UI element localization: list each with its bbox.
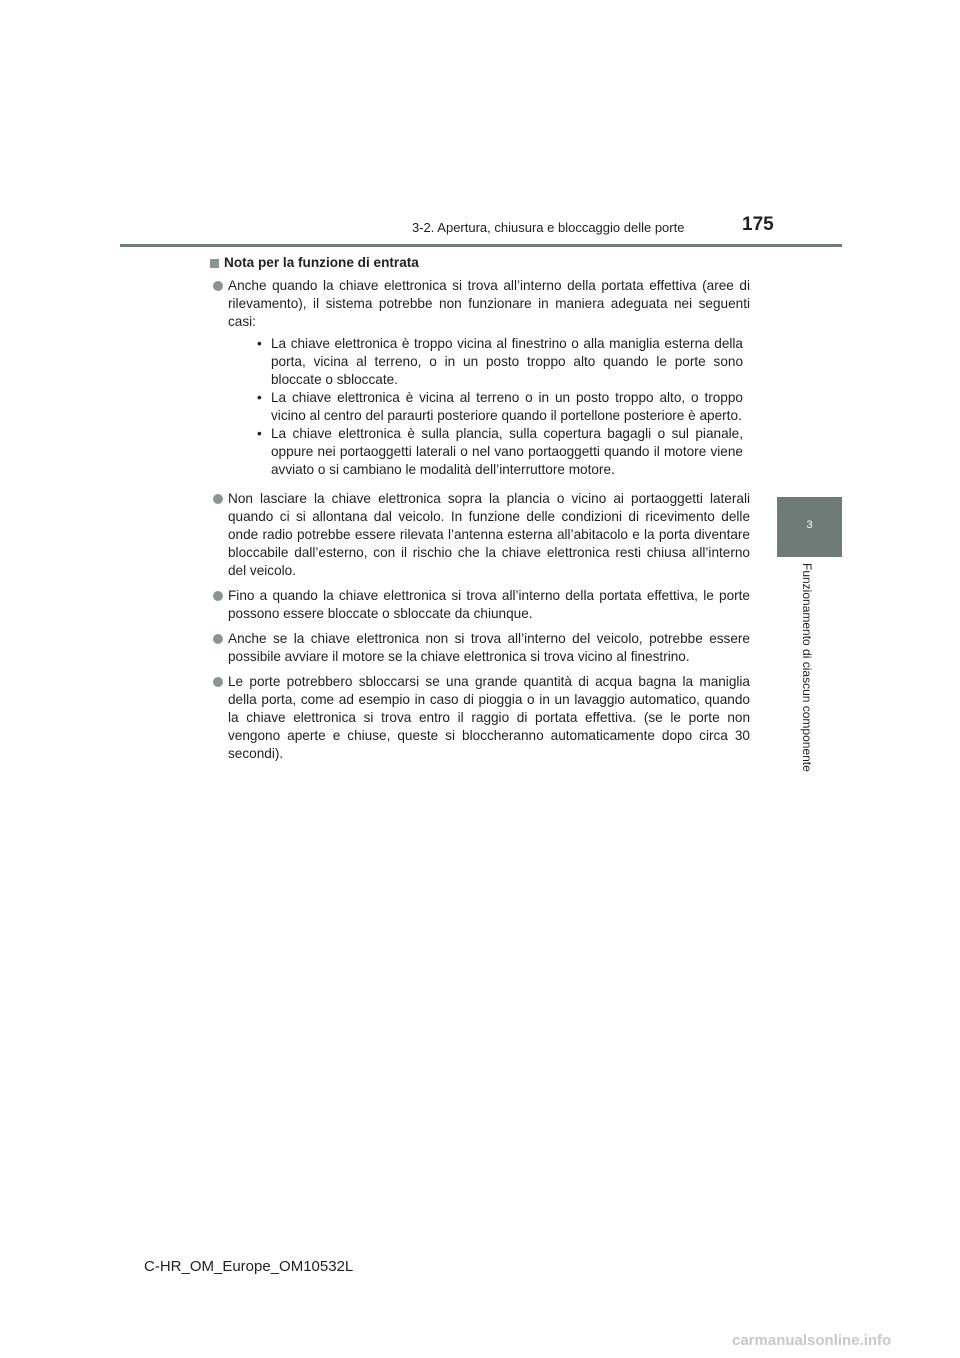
circle-bullet-icon (213, 634, 223, 644)
bullet-text: Anche quando la chiave elettronica si trova all’interno della portata effettiva (aree di rilevamento), il sistema potrebbe non funzionare in maniera adeguata nei seguenti casi: (228, 278, 750, 329)
document-code: C-HR_OM_Europe_OM10532L (144, 1258, 354, 1275)
circle-bullet-icon (213, 494, 223, 504)
circle-bullet-icon (213, 281, 223, 291)
circle-bullet-icon (213, 677, 223, 687)
section-title: 3-2. Apertura, chiusura e bloccaggio delle porte (412, 220, 685, 235)
section-heading (210, 254, 750, 272)
list-item (210, 490, 750, 580)
content-body (210, 254, 750, 770)
sub-item-text: La chiave elettronica è vicina al terreno o in un posto troppo alto, o troppo vicino al centro del paraurti posteriore quando il portellone posteriore è aperto. (271, 390, 743, 423)
bullet-text: Anche se la chiave elettronica non si trova all’interno del veicolo, potrebbe essere possibile avviare il motore se la chiave elettronica si trova vicino al finestrino. (228, 631, 750, 664)
square-bullet-icon (210, 259, 219, 268)
watermark-link[interactable]: carmanualsonline.info (732, 1332, 892, 1349)
circle-bullet-icon (213, 591, 223, 601)
heading-text: Nota per la funzione di entrata (224, 255, 419, 270)
list-item (210, 277, 750, 483)
sub-list-item: • La chiave elettronica è vicina al terreno o in un posto troppo alto, o troppo vicino al centro del paraurti posteriore quando il portellone posteriore è aperto. (257, 389, 750, 425)
sub-list (228, 335, 750, 479)
chapter-label-text: Funzionamento di ciascun componente (800, 563, 814, 772)
list-item (210, 630, 750, 666)
list-item (210, 673, 750, 763)
page-number: 175 (742, 214, 774, 235)
bullet-text: Fino a quando la chiave elettronica si trova all’interno della portata effettiva, le porte possono essere bloccate o sbloccate da chiunque. (228, 588, 750, 621)
bullet-text: Le porte potrebbero sbloccarsi se una grande quantità di acqua bagna la maniglia della porta, come ad esempio in caso di pioggia o in un lavaggio automatico, quando la chiave elettronica si trova entro il raggio di portata effettiva. (se le porte non vengono aperte e chiuse, queste si bloccheranno automaticamente dopo circa 30 secondi). (228, 674, 750, 761)
chapter-label (800, 563, 814, 803)
chapter-number: 3 (806, 519, 813, 531)
sub-item-text: La chiave elettronica è sulla plancia, sulla copertura bagagli o sul pianale, oppure nei portaoggetti laterali o nel vano portaoggetti quando il motore viene avviato o si cambiano le modalità dell’interruttore motore. (271, 426, 743, 477)
sub-list-item: • La chiave elettronica è sulla plancia, sulla copertura bagagli o sul pianale, oppure nei portaoggetti laterali o nel vano portaoggetti quando il motore viene avviato o si cambiano le modalità dell’interruttore motore. (257, 425, 750, 479)
sub-item-text: La chiave elettronica è troppo vicina al finestrino o alla maniglia esterna della porta, vicina al terreno, o in un posto troppo alto quando le porte sono bloccate o sbloccate. (271, 336, 743, 387)
header-divider (120, 244, 842, 247)
bullet-text: Non lasciare la chiave elettronica sopra la plancia o vicino ai portaoggetti laterali quando ci si allontana dal veicolo. In funzione delle condizioni di ricevimento delle onde radio potrebbe essere rilevata l’antenna esterna all’abitacolo e la porta diventare bloccabile dall’esterno, con il rischio che la chiave elettronica resti chiusa all’interno del veicolo. (228, 491, 750, 578)
list-item (210, 587, 750, 623)
chapter-tab (777, 497, 842, 557)
sub-list-item: • La chiave elettronica è troppo vicina al finestrino o alla maniglia esterna della porta, vicina al terreno, o in un posto troppo alto quando le porte sono bloccate o sbloccate. (257, 335, 750, 389)
